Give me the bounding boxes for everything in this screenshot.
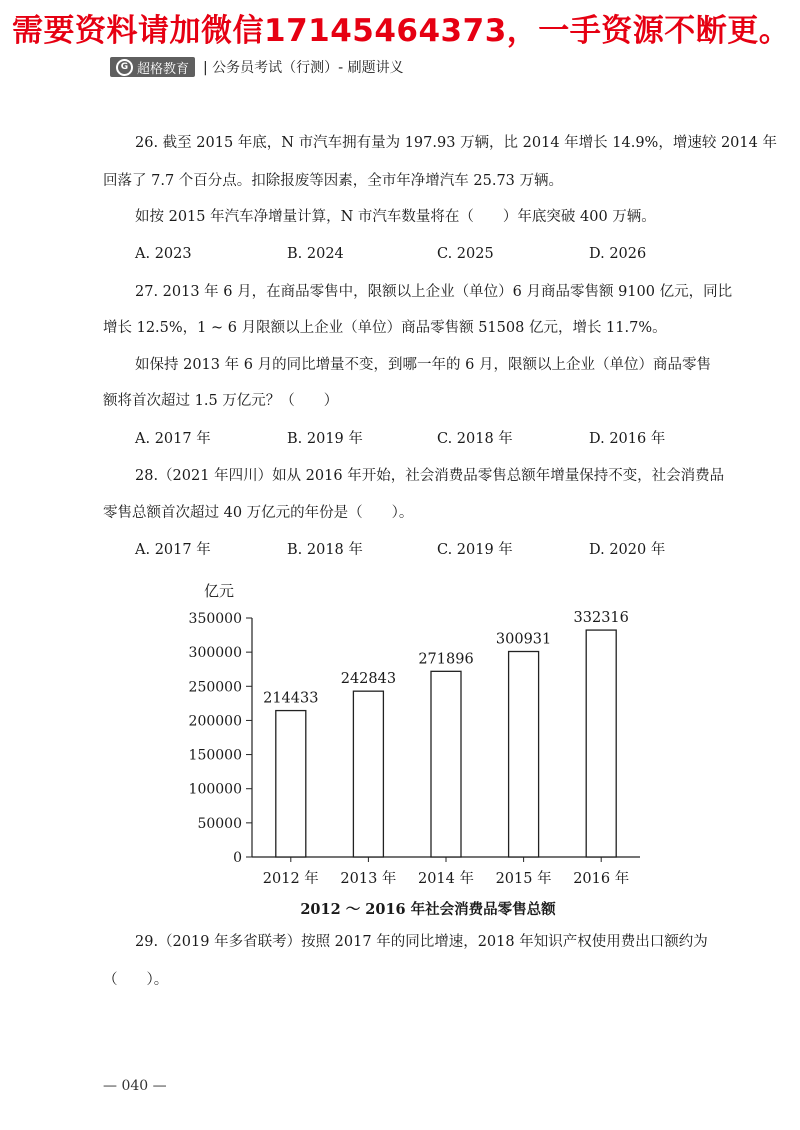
q27-option-b[interactable]: B. 2019 年 (287, 431, 363, 447)
chart-data-label: 300931 (495, 631, 552, 648)
q26-line-3: 如按 2015 年汽车净增量计算，N 市汽车数量将在（ ）年底突破 400 万辆。 (135, 209, 656, 225)
q28-option-d[interactable]: D. 2020 年 (589, 542, 666, 558)
q26-line-2: 回落了 7.7 个百分点。扣除报废等因素，全市年净增汽车 25.73 万辆。 (103, 173, 564, 189)
chart-x-tick-label: 2013 年 (340, 871, 397, 887)
chart-x-tick-labels (263, 857, 629, 887)
logo-text: 超格教育 (137, 61, 190, 77)
chart-y-unit-label: 亿元 (204, 582, 235, 600)
chart-data-label: 271896 (418, 651, 474, 668)
chart-title: 2012 ～ 2016 年社会消费品零售总额 (300, 901, 556, 918)
q28-option-b[interactable]: B. 2018 年 (287, 542, 363, 558)
chart-bar (586, 630, 616, 857)
q27-line-2: 增长 12.5%，1 ~ 6 月限额以上企业（单位）商品零售额 51508 亿元，增长 11.7%。 (103, 320, 667, 336)
chart-bar (431, 671, 461, 857)
q28-option-a[interactable]: A. 2017 年 (135, 542, 211, 558)
chart-bars (263, 610, 629, 857)
chart-data-label: 242843 (340, 671, 397, 688)
q29-line-1: 29.（2019 年多省联考）按照 2017 年的同比增速，2018 年知识产权使用费出口额约为 (135, 934, 708, 950)
q26-option-a[interactable]: A. 2023 (135, 246, 192, 262)
q28-line-2: 零售总额首次超过 40 万亿元的年份是（ ）。 (103, 505, 414, 521)
chart-bar (509, 652, 539, 857)
q27-option-d[interactable]: D. 2016 年 (589, 431, 666, 447)
q27-option-a[interactable]: A. 2017 年 (135, 431, 211, 447)
chart-y-tick-label: 150000 (188, 747, 242, 764)
promo-banner: 需要资料请加微信17145464373，一手资源不断更。 (12, 13, 791, 49)
chart-x-tick-label: 2012 年 (262, 871, 319, 887)
q27-line-3: 如保持 2013 年 6 月的同比增量不变，到哪一年的 6 月，限额以上企业（单位）商品零售 (135, 357, 712, 373)
chart-bar (353, 691, 383, 857)
chart-y-tick-label: 50000 (197, 815, 242, 832)
chart-data-label: 214433 (263, 690, 319, 707)
chart-x-tick-label: 2015 年 (495, 871, 552, 887)
page-number: — 040 — (103, 1078, 167, 1094)
chart-y-ticks (189, 611, 252, 866)
chart-y-tick-label: 100000 (188, 781, 242, 798)
q27-line-1: 27. 2013 年 6 月，在商品零售中，限额以上企业（单位）6 月商品零售额 9100 亿元，同比 (135, 284, 733, 300)
q28-line-1: 28.（2021 年四川）如从 2016 年开始，社会消费品零售总额年增量保持不变，社会消费品 (135, 468, 725, 484)
q28-option-c[interactable]: C. 2019 年 (437, 542, 513, 558)
chart-y-tick-label: 350000 (188, 611, 242, 627)
chart-data-label: 332316 (573, 610, 629, 627)
brand-logo (110, 57, 195, 77)
chart-y-tick-label: 250000 (188, 679, 242, 696)
page-header (110, 56, 404, 78)
q26-option-c[interactable]: C. 2025 (437, 246, 494, 262)
q27-line-4: 额将首次超过 1.5 万亿元？（ ） (103, 393, 339, 409)
q26-option-b[interactable]: B. 2024 (287, 246, 344, 262)
q27-option-c[interactable]: C. 2018 年 (437, 431, 513, 447)
q29-line-2: （ ）。 (103, 972, 169, 988)
chart-y-tick-label: 0 (233, 850, 242, 866)
chart-x-tick-label: 2016 年 (573, 871, 630, 887)
logo-icon: G (116, 59, 133, 76)
chart-bar (276, 711, 306, 857)
chart-x-tick-label: 2014 年 (417, 871, 475, 887)
q26-line-1: 26. 截至 2015 年底，N 市汽车拥有量为 197.93 万辆，比 2014 年增长 14.9%，增速较 2014 年 (135, 135, 777, 151)
chart-y-tick-label: 300000 (188, 645, 242, 662)
q26-option-d[interactable]: D. 2026 (589, 246, 647, 262)
chart-y-tick-label: 200000 (188, 713, 242, 730)
retail-sales-bar-chart (180, 572, 680, 922)
header-title: | 公务员考试（行测）- 刷题讲义 (203, 60, 404, 76)
